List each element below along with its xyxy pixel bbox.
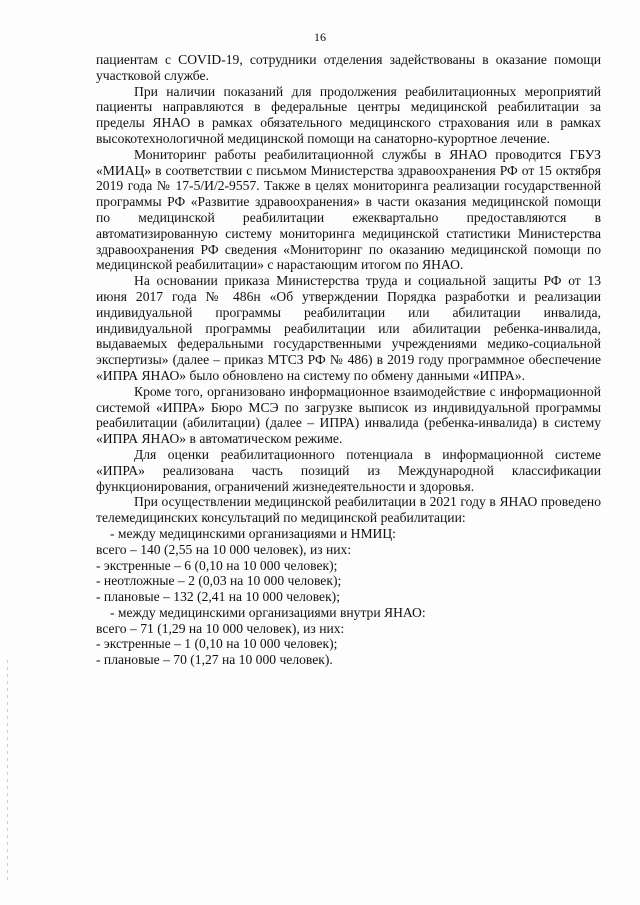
list-item: - плановые – 70 (1,27 на 10 000 человек). — [96, 652, 333, 668]
list-item: - между медицинскими организациями и НМИЦ: — [110, 525, 396, 541]
list-item: всего – 140 (2,55 на 10 000 человек), из них: — [96, 541, 352, 557]
paragraph-covid-continuation: пациентам с COVID-19, сотрудники отделения задействованы в оказание помощи участковой службе. — [96, 52, 601, 83]
list-item: - экстренные – 1 (0,10 на 10 000 человек); — [96, 636, 338, 652]
scan-edge-artifact — [7, 660, 8, 880]
paragraph-telemedicine-intro: При осуществлении медицинской реабилитации в 2021 году в ЯНАО проведено телемедицинских консультаций по медицинской реабилитации: — [96, 494, 601, 526]
list-item: - между медицинскими организациями внутри ЯНАО: — [110, 604, 426, 620]
paragraph-rehab-potential: Для оценки реабилитационного потенциала в информационной системе «ИПРА» реализована часть позиций из Международной классификации функционирования, ограничений жизнедеятельности и здоровья. — [96, 446, 601, 494]
paragraph-referral: При наличии показаний для продолжения реабилитационных мероприятий пациенты направляются в федеральные центры медицинской реабилитации за пределы ЯНАО в рамках обязательного медицинского страхования или в рамках высокотехнологичной медицинской помощи на санаторно-курортное лечение. — [96, 83, 601, 146]
list-item: - экстренные – 6 (0,10 на 10 000 человек); — [96, 557, 338, 573]
telemedicine-stats-list — [96, 526, 601, 668]
document-body — [96, 52, 601, 668]
paragraph-monitoring: Мониторинг работы реабилитационной службы в ЯНАО проводится ГБУЗ «МИАЦ» в соответствии с письмом Министерства здравоохранения РФ от 15 октября 2019 года № 17-5/И/2-9557. Также в целях мониторинга реализации государственной программы РФ «Развитие здравоохранения» в части оказания медицинской помощи по медицинской реабилитации ежеквартально предоставляются в автоматизированную систему мониторинга медицинской статистики Министерства здравоохранения РФ сведения «Мониторинг по оказанию медицинской помощи по медицинской реабилитации» с нарастающим итогом по ЯНАО. — [96, 146, 601, 273]
page-number: 16 — [314, 30, 326, 44]
list-item: - неотложные – 2 (0,03 на 10 000 человек); — [96, 573, 342, 589]
paragraph-ipra-interaction: Кроме того, организовано информационное взаимодействие с информационной системой «ИПРА» Бюро МСЭ по загрузке выписок из индивидуальной программы реабилитации (абилитации) (далее – ИПРА) инвалида (ребенка-инвалида) в систему «ИПРА ЯНАО» в автоматическом режиме. — [96, 383, 601, 447]
list-item: - плановые – 132 (2,41 на 10 000 человек); — [96, 589, 340, 605]
paragraph-order-486: На основании приказа Министерства труда и социальной защиты РФ от 13 июня 2017 года № 486н «Об утверждении Порядка разработки и реализации индивидуальной программы реабилитации или абилитации инвалида, индивидуальной программы реабилитации или абилитации ребенка-инвалида, выдаваемых федеральными государственными учреждениями медико-социальной экспертизы» (далее – приказ МТСЗ РФ № 486) в 2019 году программное обеспечение «ИПРА ЯНАО» было обновлено на систему по обмену данными «ИПРА». — [96, 273, 601, 383]
list-item: всего – 71 (1,29 на 10 000 человек), из них: — [96, 620, 345, 636]
